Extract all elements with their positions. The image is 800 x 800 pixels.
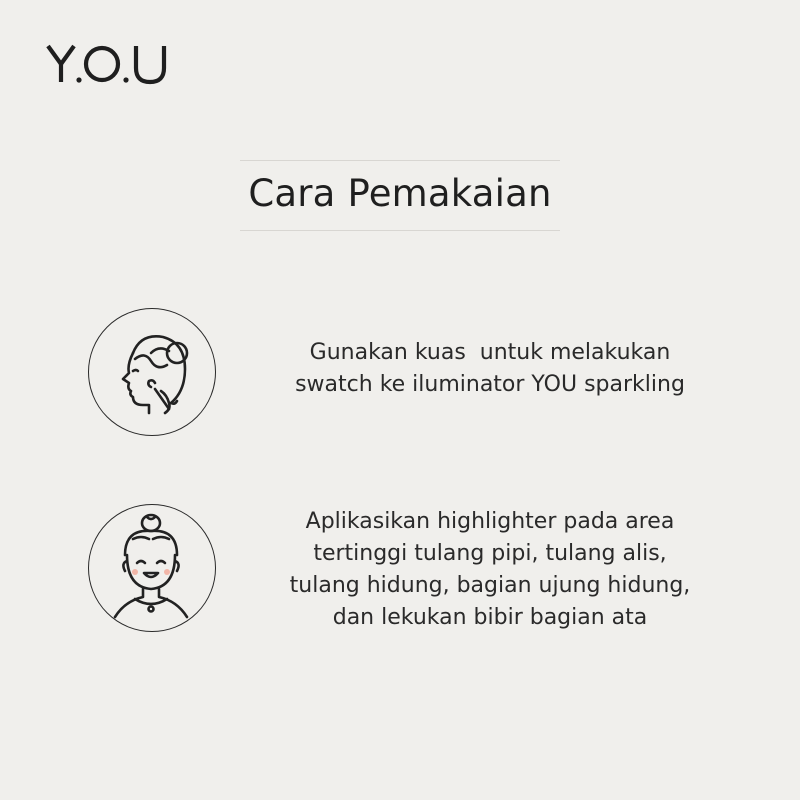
title-divider-top [240, 160, 560, 161]
title-divider-bottom [240, 230, 560, 231]
step-1-text [250, 337, 730, 401]
step-2-line-4: dan lekukan bibir bagian ata [332, 605, 648, 630]
brand-logo [46, 40, 170, 88]
face-brush-icon [88, 308, 216, 436]
step-1-line-2: swatch ke iluminator YOU sparkling [295, 372, 685, 397]
smiling-woman-icon [88, 504, 216, 632]
step-1-line-1: Gunakan kuas untuk melakukan [309, 340, 671, 365]
step-2-line-3: tulang hidung, bagian ujung hidung, [289, 573, 691, 598]
step-2-text [250, 506, 730, 634]
step-2-line-2: tertinggi tulang pipi, tulang alis, [313, 541, 667, 566]
page-title: Cara Pemakaian [248, 172, 552, 215]
step-2-line-1: Aplikasikan highlighter pada area [305, 509, 675, 534]
